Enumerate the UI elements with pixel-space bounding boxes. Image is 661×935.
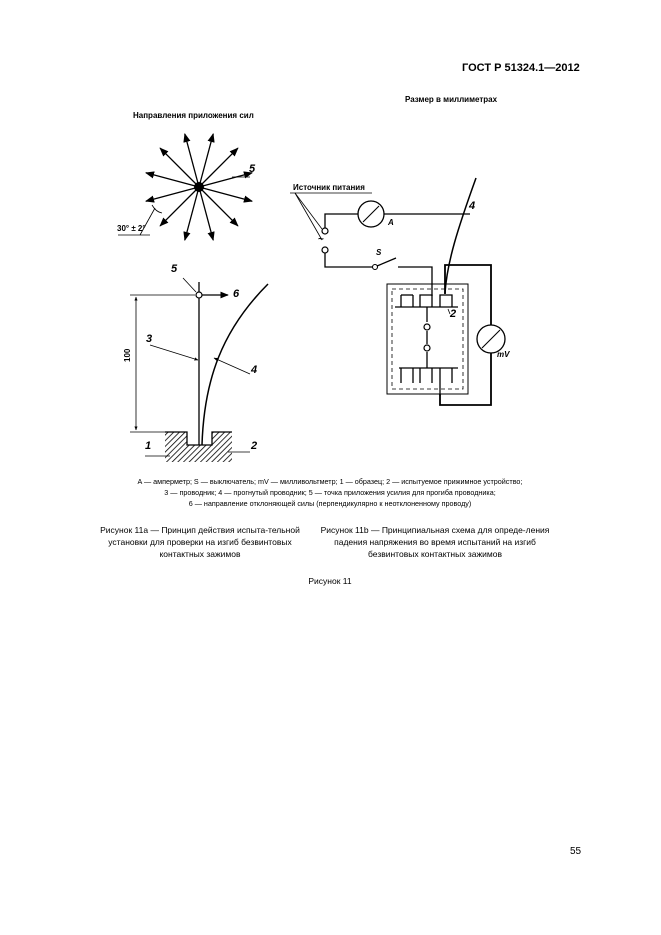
switch-S-blade <box>377 258 396 266</box>
ammeter-label: A <box>388 218 394 227</box>
legend-line-2: 3 — проводник; 4 — прогнутый проводник; 5 — точка приложения усилия для прогиба проводника; <box>164 488 496 497</box>
power-source-label: Источник питания <box>293 183 365 192</box>
junction-upper <box>424 324 430 330</box>
figure-11-caption: Рисунок 11 <box>308 576 352 586</box>
label-1: 1 <box>145 440 152 452</box>
power-leader-a <box>295 193 322 229</box>
label-3: 3 <box>146 333 153 345</box>
caption-figure-11b: Рисунок 11b — Принципиальная схема для опреде-ления падения напряжения во время испытаний на изгиб безвинтовых контактных зажимов <box>320 525 550 559</box>
label-2-circuit: 2 <box>450 308 457 320</box>
angle-arc <box>152 205 162 213</box>
leader-3 <box>150 345 198 360</box>
terminal-bottom <box>322 247 328 253</box>
label-4: 4 <box>251 364 258 376</box>
label-4-circuit: 4 <box>469 200 476 212</box>
wire-mv-bottom <box>440 353 491 405</box>
document-standard-number: ГОСТ Р 51324.1—2012 <box>462 62 580 74</box>
wire-bottom-right <box>398 267 432 296</box>
dimension-100: 100 <box>123 348 132 362</box>
power-leader-b <box>295 193 322 240</box>
upper-clamp-2 <box>395 295 458 322</box>
circuit-conductor-4 <box>445 178 476 293</box>
dimensions-note: Размер в миллиметрах <box>405 95 498 104</box>
tilde-symbol: ~ <box>318 234 324 245</box>
switch-pivot <box>373 265 378 270</box>
legend-line-3: 6 — направление отклоняющей силы (перпендикулярно к неотклоненному проводу) <box>188 499 472 508</box>
label-5: 5 <box>171 263 178 275</box>
force-directions-title: Направления приложения сил <box>133 111 254 120</box>
caption-figure-11a: Рисунок 11а — Принцип действия испыта-тельной установки для проверки на изгиб безвинтовых контактных зажимов <box>100 525 300 559</box>
wire-top-left <box>325 214 358 228</box>
junction-lower <box>424 345 430 351</box>
switch-label: S <box>376 248 382 257</box>
leader-5 <box>183 278 196 292</box>
force-center-point <box>194 182 204 192</box>
page-number: 55 <box>570 846 582 857</box>
label-2: 2 <box>251 440 258 452</box>
bent-conductor-4 <box>202 284 268 445</box>
force-point-5 <box>196 292 202 298</box>
leader-4 <box>214 358 250 374</box>
legend-line-1: A — амперметр; S — выключатель; mV — милливольтметр; 1 — образец; 2 — испытуемое прижимное устройство; <box>137 477 523 486</box>
wire-bottom-left <box>325 253 372 267</box>
millivoltmeter-label: mV <box>497 350 510 359</box>
label-6: 6 <box>233 288 240 300</box>
label-5-top: 5 <box>249 163 256 175</box>
angle-label: 30° ± 2° <box>117 224 146 233</box>
